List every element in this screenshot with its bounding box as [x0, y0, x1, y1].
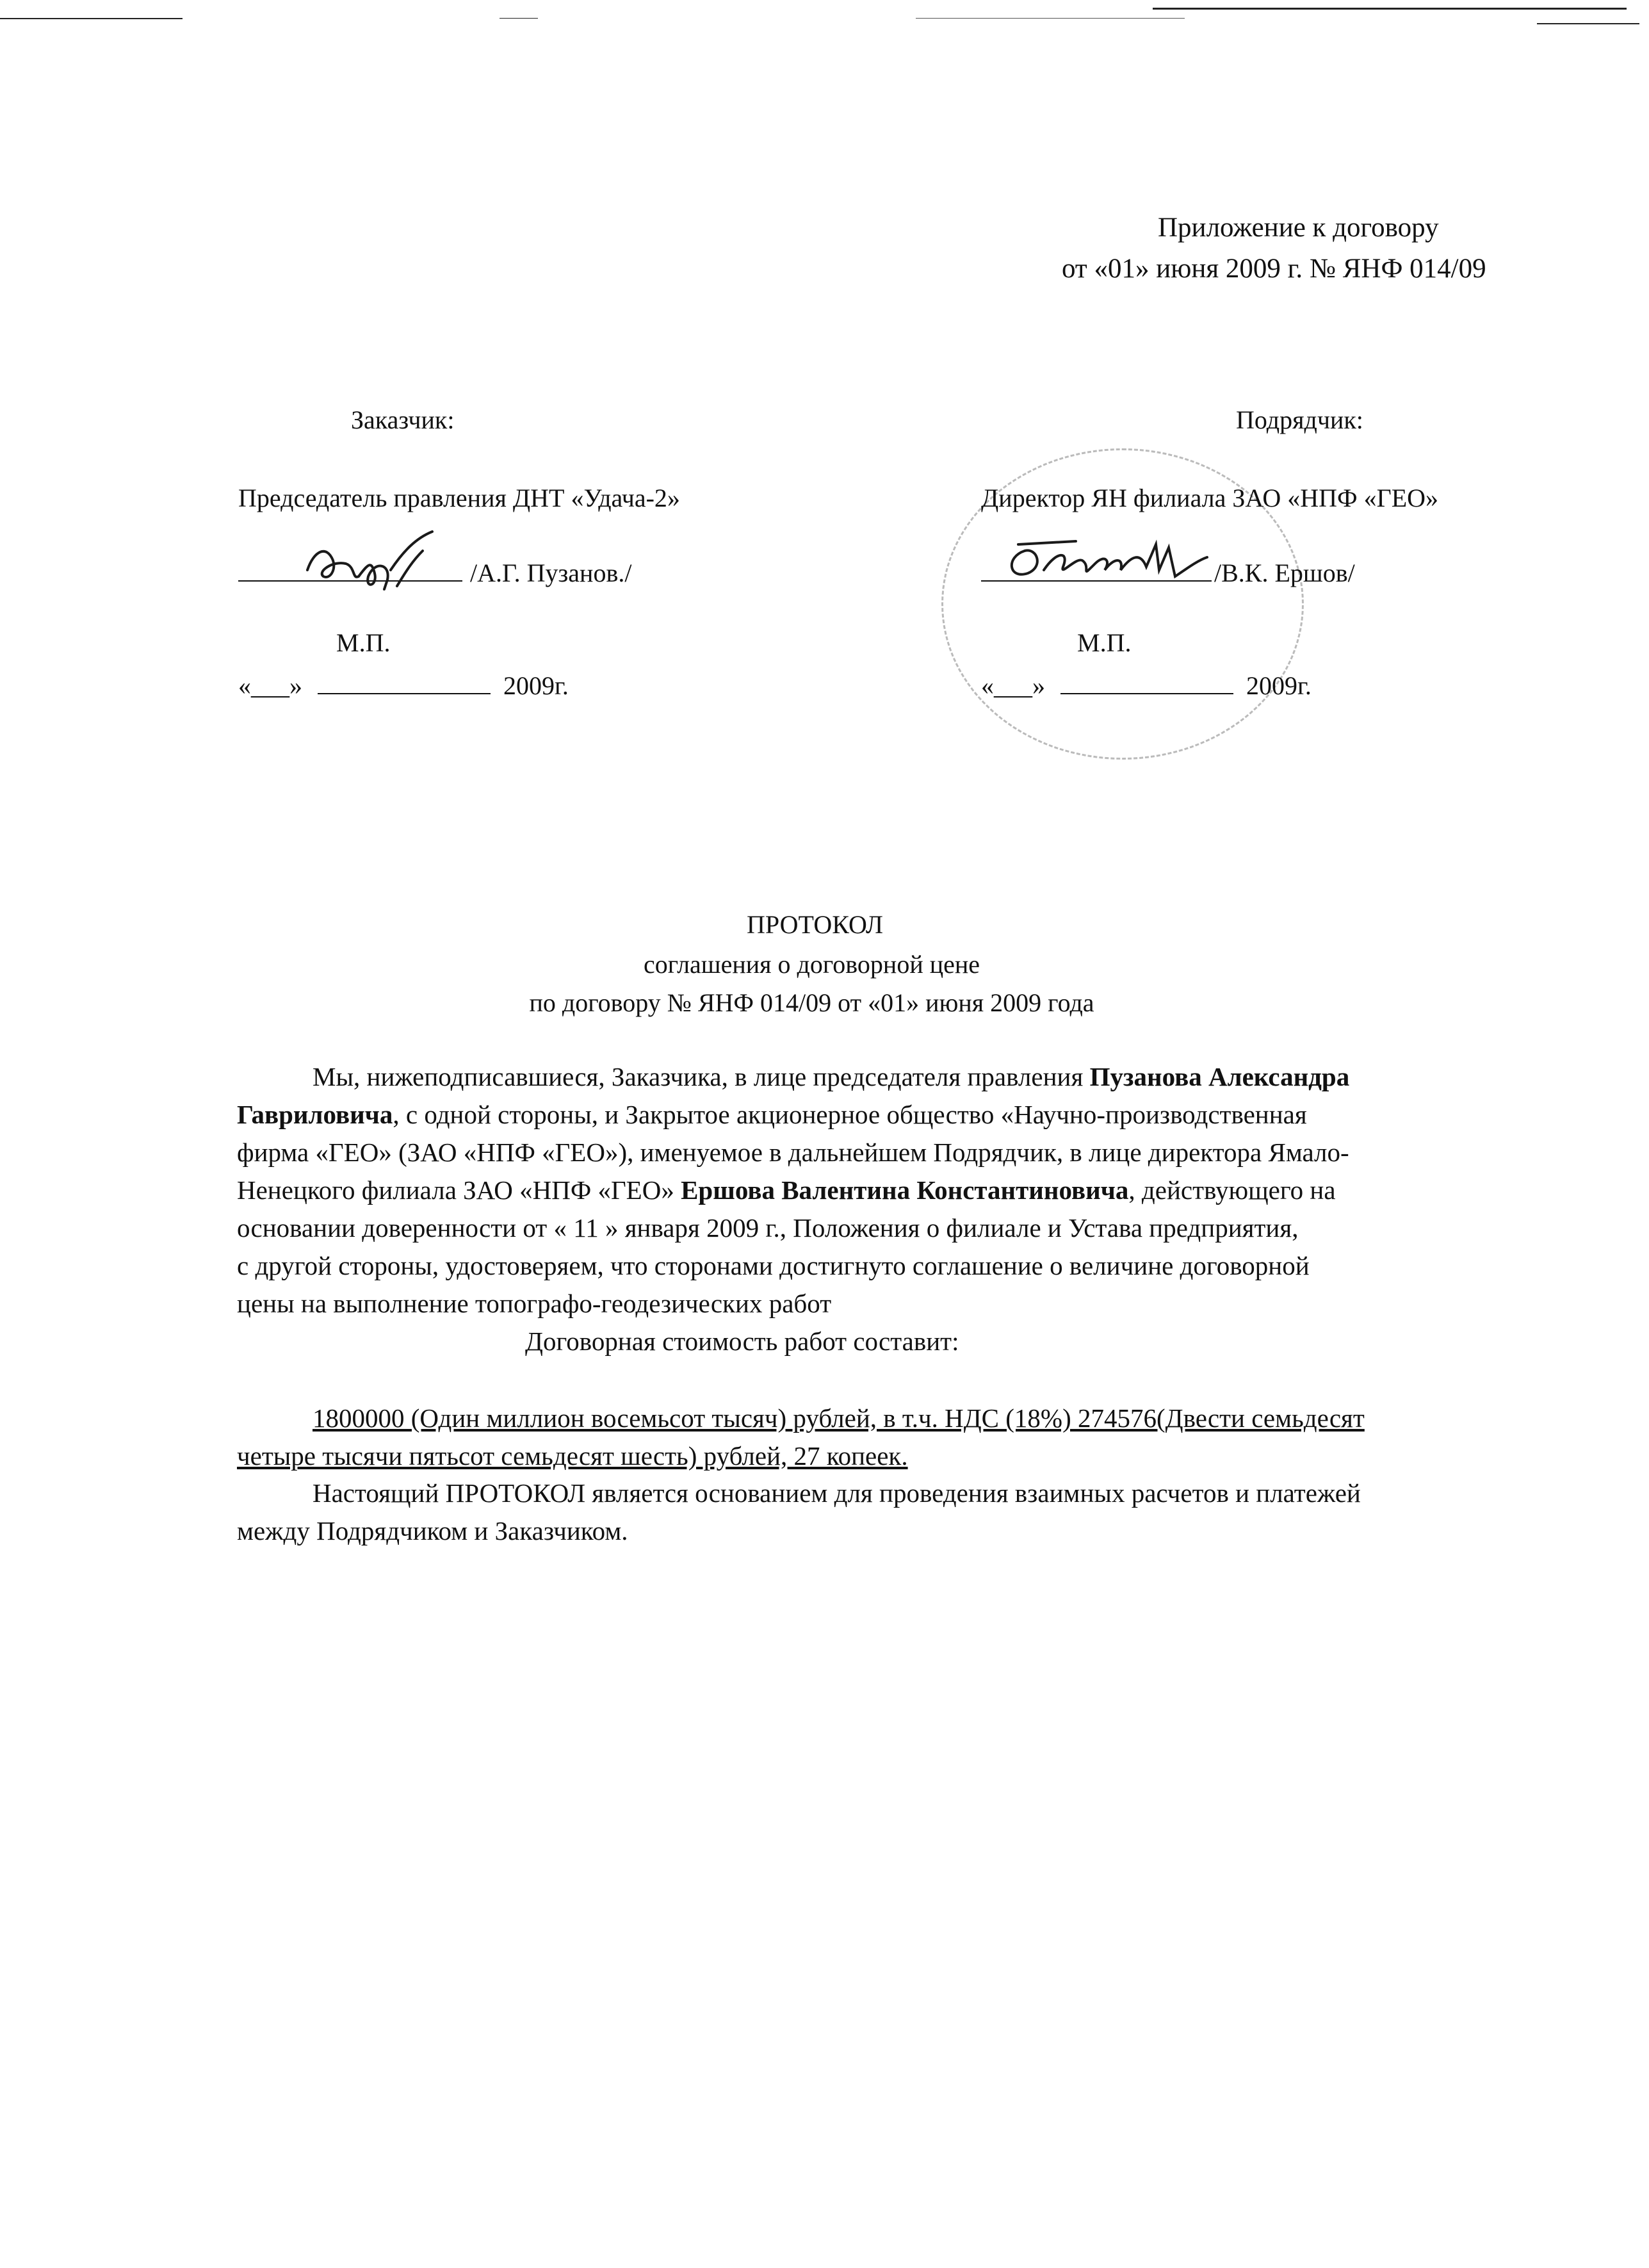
contractor-date-day: «___» [981, 671, 1045, 700]
customer-heading: Заказчик: [351, 405, 455, 434]
contractor-handwritten-signature [999, 532, 1210, 589]
body-paragraph [237, 1058, 1620, 1360]
closing-line: Настоящий ПРОТОКОЛ является основанием для проведения взаимных расчетов и платежей [313, 1478, 1361, 1508]
scan-artifact-line [1153, 8, 1627, 10]
customer-date-year: 2009г. [503, 671, 569, 700]
contractor-date-row [981, 667, 1312, 703]
body-line: Договорная стоимость работ составит: [525, 1326, 959, 1356]
protocol-title: ПРОТОКОЛ [746, 910, 883, 939]
protocol-subtitle: соглашения о договорной цене [643, 950, 980, 979]
body-line: основании доверенности от « 11 » января 2009 г., Положения о филиале и Устава предприятия, [237, 1213, 1299, 1243]
contractor-date-month-line [1060, 667, 1233, 694]
scan-artifact-line [500, 18, 538, 19]
contractor-signature-name: /В.К. Ершов/ [1214, 559, 1355, 587]
body-line: фирма «ГЕО» (ЗАО «НПФ «ГЕО»), именуемое в дальнейшем Подрядчик, в лице директора Ямало- [237, 1138, 1349, 1167]
contractor-date-year: 2009г. [1246, 671, 1312, 700]
customer-signature-name: /А.Г. Пузанов./ [470, 559, 632, 587]
body-line: Гавриловича, с одной стороны, и Закрытое акционерное общество «Научно-производственная [237, 1100, 1307, 1129]
appendix-title: Приложение к договору [1158, 213, 1439, 243]
protocol-contract-ref: по договору № ЯНФ 014/09 от «01» июня 2009 года [529, 988, 1094, 1017]
customer-seal-label: М.П. [336, 628, 391, 657]
amount-line: четыре тысячи пятьсот семьдесят шесть) рублей, 27 копеек. [237, 1441, 908, 1471]
scan-artifact-line [0, 18, 183, 19]
body-line: Ненецкого филиала ЗАО «НПФ «ГЕО» Ершова Валентина Константиновича, действующего на [237, 1175, 1336, 1205]
customer-handwritten-signature [295, 525, 448, 596]
body-line: Мы, нижеподписавшиеся, Заказчика, в лице председателя правления Пузанова Александра [313, 1062, 1350, 1091]
body-line: с другой стороны, удостоверяем, что сторонами достигнуто соглашение о величине договорной [237, 1251, 1310, 1280]
customer-position: Председатель правления ДНТ «Удача-2» [238, 484, 680, 512]
scan-artifact-line [916, 18, 1185, 19]
amount-line: 1800000 (Один миллион восемьсот тысяч) рублей, в т.ч. НДС (18%) 274576(Двести семьдесят [313, 1403, 1365, 1433]
closing-line: между Подрядчиком и Заказчиком. [237, 1516, 628, 1546]
contractor-position: Директор ЯН филиала ЗАО «НПФ «ГЕО» [981, 484, 1439, 512]
appendix-contract-ref: от «01» июня 2009 г. № ЯНФ 014/09 [1062, 254, 1486, 284]
customer-date-month-line [318, 667, 491, 694]
customer-date-row [238, 667, 569, 703]
contractor-seal-label: М.П. [1077, 628, 1132, 657]
body-line: цены на выполнение топографо-геодезических работ [237, 1289, 832, 1318]
contractor-heading: Подрядчик: [1236, 405, 1363, 434]
contract-amount [237, 1399, 1620, 1475]
closing-paragraph [237, 1474, 1620, 1550]
customer-date-day: «___» [238, 671, 302, 700]
scan-artifact-line [1537, 23, 1639, 24]
